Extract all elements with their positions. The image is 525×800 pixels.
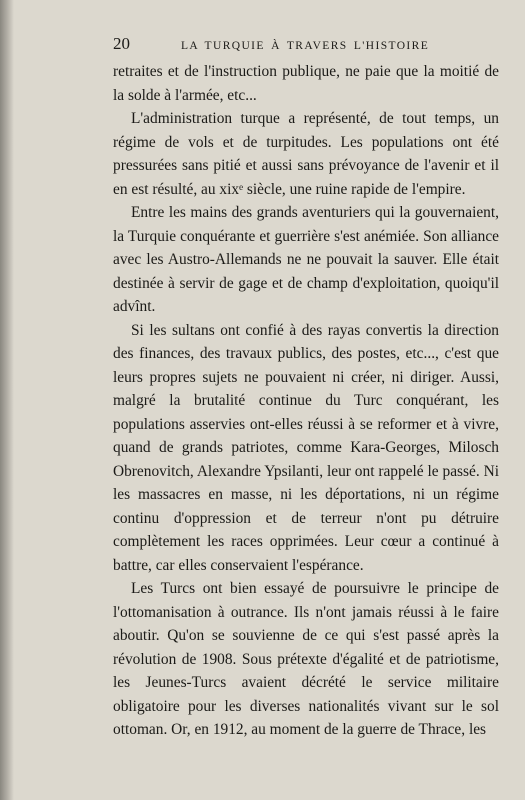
paragraph-aventuriers: Entre les mains des grands aventuriers qui la gouvernaient, la Turquie conquérante et guerrière s'est anémiée. Son alliance avec les Austro-Allemands ne ne pouvait la sauver. Elle était destinée à servir de gage et de champ d'exploitation, quoiqu'il advînt. (113, 204, 499, 315)
page-number: 20 (113, 34, 130, 53)
paragraph-sultans: Si les sultans ont confié à des rayas convertis la direction des finances, des travaux publics, des postes, etc..., c'est que leurs propres sujets ne pouvaient ni créer, ni diriger. Aussi, malgré la brutalité continue du Turc conquérant, les populations asservies ont-elles réussi à se reformer et à vivre, quand de grands patriotes, comme Kara-Georges, Milosch Obrenovitch, Alexandre Ypsilanti, leur ont rappelé le passé. Ni les massacres en masse, ni les déportations, ni un régime continu d'oppression et de terreur n'ont pu détruire complètement les races opprimées. Leur cœur a continué à battre, car elles conservaient l'espérance. (113, 321, 499, 574)
running-title: LA TURQUIE À TRAVERS L'HISTOIRE (181, 40, 430, 52)
page-gutter-shadow (0, 0, 14, 800)
page-body (113, 60, 499, 742)
paragraph-continuation: retraites et de l'instruction publique, ne paie que la moitié de la solde à l'armée, etc... (113, 63, 499, 104)
paragraph-ottomanisation: Les Turcs ont bien essayé de poursuivre le principe de l'ottomanisation à outrance. Ils n'ont jamais réussi à le faire aboutir. Qu'on se souvienne de ce qui s'est passé après la révolution de 1908. Sous prétexte d'égalité et de patriotisme, les Jeunes-Turcs avaient décrété le service militaire obligatoire pour les diverses nationalités vivant sur le sol ottoman. Or, en 1912, au moment de la guerre de Thrace, les (113, 580, 499, 738)
paragraph-administration: L'administration turque a représenté, de tout temps, un régime de vols et de turpitudes. Les populations ont été pressurées sans pitié et aussi sans prévoyance de l'avenir et il en est résulté, au xixᵉ siècle, une ruine rapide de l'empire. (113, 110, 499, 198)
page-header (113, 34, 499, 56)
